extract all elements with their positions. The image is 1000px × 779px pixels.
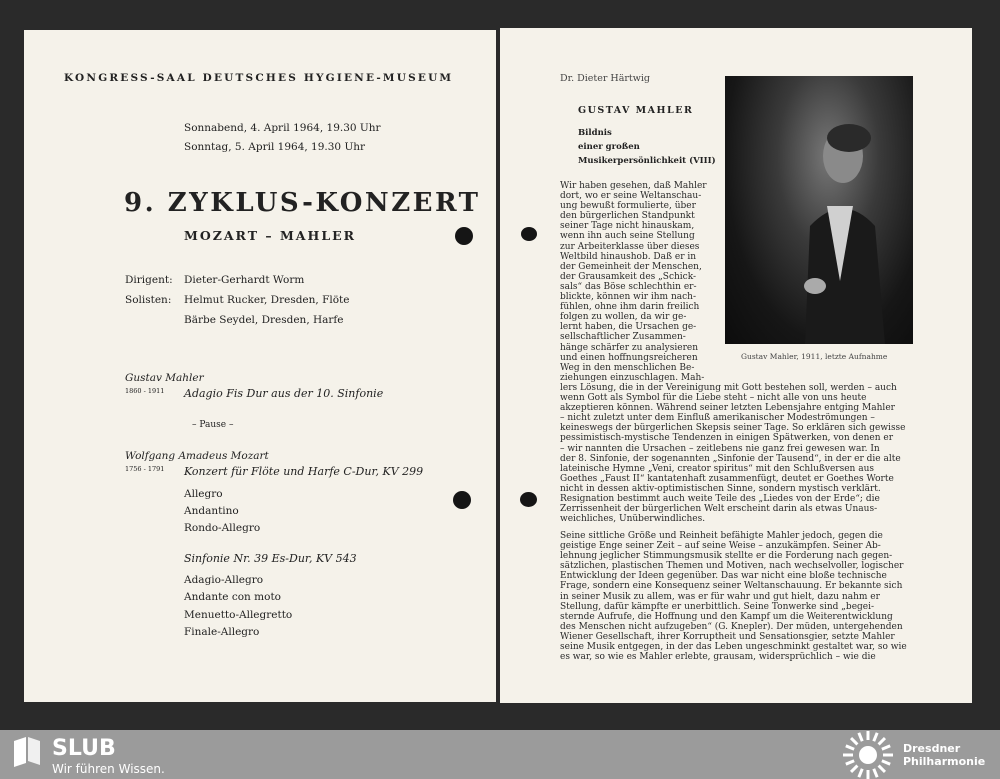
text-line: fühlen, ohne ihm darin freilich (560, 302, 700, 313)
text-line: Seine sittliche Größe und Reinheit befähigte Mahler jedoch, gegen die (560, 531, 883, 541)
work-flute-harp-concerto: Konzert für Flöte und Harfe C-Dur, KV 299 (184, 465, 424, 478)
text-line: – wir nannten die Ursachen – zeitlebens nie ganz frei gewesen war. In (560, 443, 880, 454)
text-line: und einen hoffnungsreicheren (560, 352, 698, 363)
punch-hole (453, 491, 471, 509)
text-line: geistige Enge seiner Zeit – auf seine Weise – anzukämpfen. Seiner Ab- (560, 541, 881, 552)
composer-mozart: Wolfgang Amadeus Mozart (125, 450, 269, 462)
concert-subtitle: MOZART – MAHLER (184, 228, 357, 243)
text-line: in seiner Musik zu allem, was er für wahr und gut hielt, dazu nahm er (560, 591, 880, 602)
article-author: Dr. Dieter Härtwig (560, 73, 650, 84)
text-line: Goethes „Faust II“ kantatenhaft zusammenfügt, deutet er Goethes Worte (560, 473, 894, 484)
composer-mozart-years: 1756 - 1791 (125, 465, 165, 473)
soloist-flute: Helmut Rucker, Dresden, Flöte (184, 294, 350, 306)
article-subtitle-line: Bildnis (578, 128, 612, 138)
venue-heading: KONGRESS-SAAL DEUTSCHES HYGIENE-MUSEUM (64, 72, 454, 84)
soloists-label: Solisten: (125, 294, 172, 306)
article-column-text (560, 181, 707, 383)
movement: Finale-Allegro (184, 626, 260, 638)
text-line: des Menschen nicht aufzugeben“ (G. Knepler). Der müden, untergehenden (560, 621, 903, 632)
article-heading: GUSTAV MAHLER (578, 105, 694, 116)
text-line: Weg in den menschlichen Be- (560, 362, 695, 373)
text-line: ung bewußt formulierte, über (560, 201, 696, 212)
movement: Menuetto-Allegretto (184, 609, 293, 621)
dp-line: Philharmonie (903, 755, 986, 768)
text-line: lers Lösung, die in der Vereinigung mit Gott bestehen soll, werden – auch (560, 383, 897, 393)
text-line: folgen zu wollen, da wir ge- (560, 312, 687, 323)
text-line: nicht in dessen aktiv-optimistischen Sinne, sondern mystisch verklärt. (560, 483, 881, 494)
text-line: den bürgerlichen Standpunkt (560, 211, 695, 222)
text-line: pessimistisch-mystische Tendenzen in einigen Spätwerken, von denen er (560, 433, 893, 444)
dp-line: Dresdner (903, 742, 961, 755)
text-line: zur Arbeiterklasse über dieses (560, 241, 700, 252)
text-line: weichliches, Unüberwindliches. (560, 514, 706, 525)
text-line: akzeptieren können. Während seiner letzten Lebensjahre entging Mahler (560, 403, 895, 414)
text-line: Resignation bestimmt auch weite Teile des „Liedes von der Erde“; die (560, 494, 880, 505)
soloist-harp: Bärbe Seydel, Dresden, Harfe (184, 314, 344, 326)
text-line: es war, so wie es Mahler erlebte, grausam, widersprüchlich – wie die (560, 652, 876, 663)
text-line: der Gemeinheit der Menschen, (560, 261, 702, 272)
article-paragraph (560, 383, 917, 524)
slub-book-icon (12, 735, 42, 767)
footer-bar (0, 730, 1000, 779)
concert-title: 9. ZYKLUS-KONZERT (124, 188, 481, 218)
program-page (24, 30, 496, 702)
mahler-portrait-image (725, 76, 913, 344)
conductor-label: Dirigent: (125, 274, 173, 286)
article-subtitle-line: einer großen (578, 142, 640, 152)
text-line: Frage, sondern eine Konsequenz seiner Weltanschauung. Er bekannte sich (560, 581, 903, 592)
slub-logo-text: SLUB (52, 736, 116, 761)
movement: Rondo-Allegro (184, 522, 261, 534)
punch-hole (455, 227, 473, 245)
date-sunday: Sonntag, 5. April 1964, 19.30 Uhr (184, 141, 366, 153)
punch-hole (520, 492, 537, 507)
text-line: Wir haben gesehen, daß Mahler (560, 181, 707, 191)
movement: Adagio-Allegro (184, 574, 264, 586)
text-line: wenn ihn auch seine Stellung (560, 231, 695, 242)
text-line: Wiener Gesellschaft, ihrer Korruptheit und Sensationsgier, setzte Mahler (560, 631, 895, 642)
text-line: wenn Gott als Symbol für die Liebe steht – nicht alle von uns heute (560, 393, 867, 404)
slub-slogan: Wir führen Wissen. (52, 762, 165, 776)
text-line: Weltbild hinaushob. Daß er in (560, 251, 697, 262)
composer-mahler: Gustav Mahler (125, 372, 204, 384)
text-line: ziehungen einzuschlagen. Mah- (560, 372, 705, 383)
conductor-name: Dieter-Gerhardt Worm (184, 274, 305, 286)
movement: Allegro (184, 488, 223, 500)
text-line: lehnung jeglicher Stimmungsmusik stellte er die Forderung nach gegen- (560, 551, 893, 562)
movement: Andantino (184, 505, 239, 517)
text-line: der Grausamkeit des „Schick- (560, 271, 697, 282)
text-line: sellschaftlicher Zusammen- (560, 332, 686, 343)
text-line: keineswegs der bürgerlichen Skepsis seiner Tage. So erklären sich gewisse (560, 423, 906, 434)
text-line: seiner Tage nicht hinauskam, (560, 221, 695, 232)
work-mahler-adagio: Adagio Fis Dur aus der 10. Sinfonie (184, 387, 384, 400)
photo-caption: Gustav Mahler, 1911, letzte Aufnahme (741, 352, 888, 361)
mahler-photo (725, 76, 913, 344)
text-line: sals“ das Böse schlechthin er- (560, 281, 697, 292)
composer-mahler-years: 1860 - 1911 (125, 387, 165, 395)
text-line: sternde Aufrufe, die Hoffnung und den Kampf um die Weiterentwicklung (560, 611, 893, 622)
work-symphony-39: Sinfonie Nr. 39 Es-Dur, KV 543 (184, 552, 357, 565)
pause-label: – Pause – (192, 420, 234, 430)
date-saturday: Sonnabend, 4. April 1964, 19.30 Uhr (184, 122, 381, 134)
text-line: – nicht zuletzt unter dem Einfluß amerikanischer Modeströmungen – (560, 413, 875, 424)
text-line: der 8. Sinfonie, der sogenannten „Sinfonie der Tausend“, in der er die alte (560, 453, 901, 464)
article-paragraph (560, 531, 917, 662)
article-subtitle-line: Musikerpersönlichkeit (VIII) (578, 156, 716, 166)
text-line: hänge schärfer zu analysieren (560, 342, 698, 353)
text-line: sätzlichen, plastischen Themen und Motiven, nach wechselvoller, logischer (560, 561, 904, 572)
text-line: lernt haben, die Ursachen ge- (560, 322, 697, 333)
movement: Andante con moto (184, 591, 281, 603)
dresdner-philharmonie-logo-icon (842, 731, 894, 779)
text-line: Zerrissenheit der bürgerlichen Welt erscheint darin als etwas Unaus- (560, 504, 878, 515)
text-line: blickte, können wir ihm nach- (560, 292, 696, 303)
article-page (500, 28, 972, 703)
text-line: seine Musik entgegen, in der das Leben ungeschminkt gestaltet war, so wie (560, 642, 907, 653)
punch-hole (521, 227, 537, 241)
text-line: Entwicklung der Ideen gegenüber. Das war nicht eine bloße technische (560, 571, 887, 582)
text-line: dort, wo er seine Weltanschau- (560, 191, 702, 202)
text-line: Stellung, dafür kämpfte er unerbittlich. Seine Tonwerke sind „begei- (560, 601, 875, 612)
text-line: lateinische Hymne „Veni, creator spiritus“ mit den Schlußversen aus (560, 463, 874, 474)
dresdner-philharmonie-text (903, 742, 985, 768)
